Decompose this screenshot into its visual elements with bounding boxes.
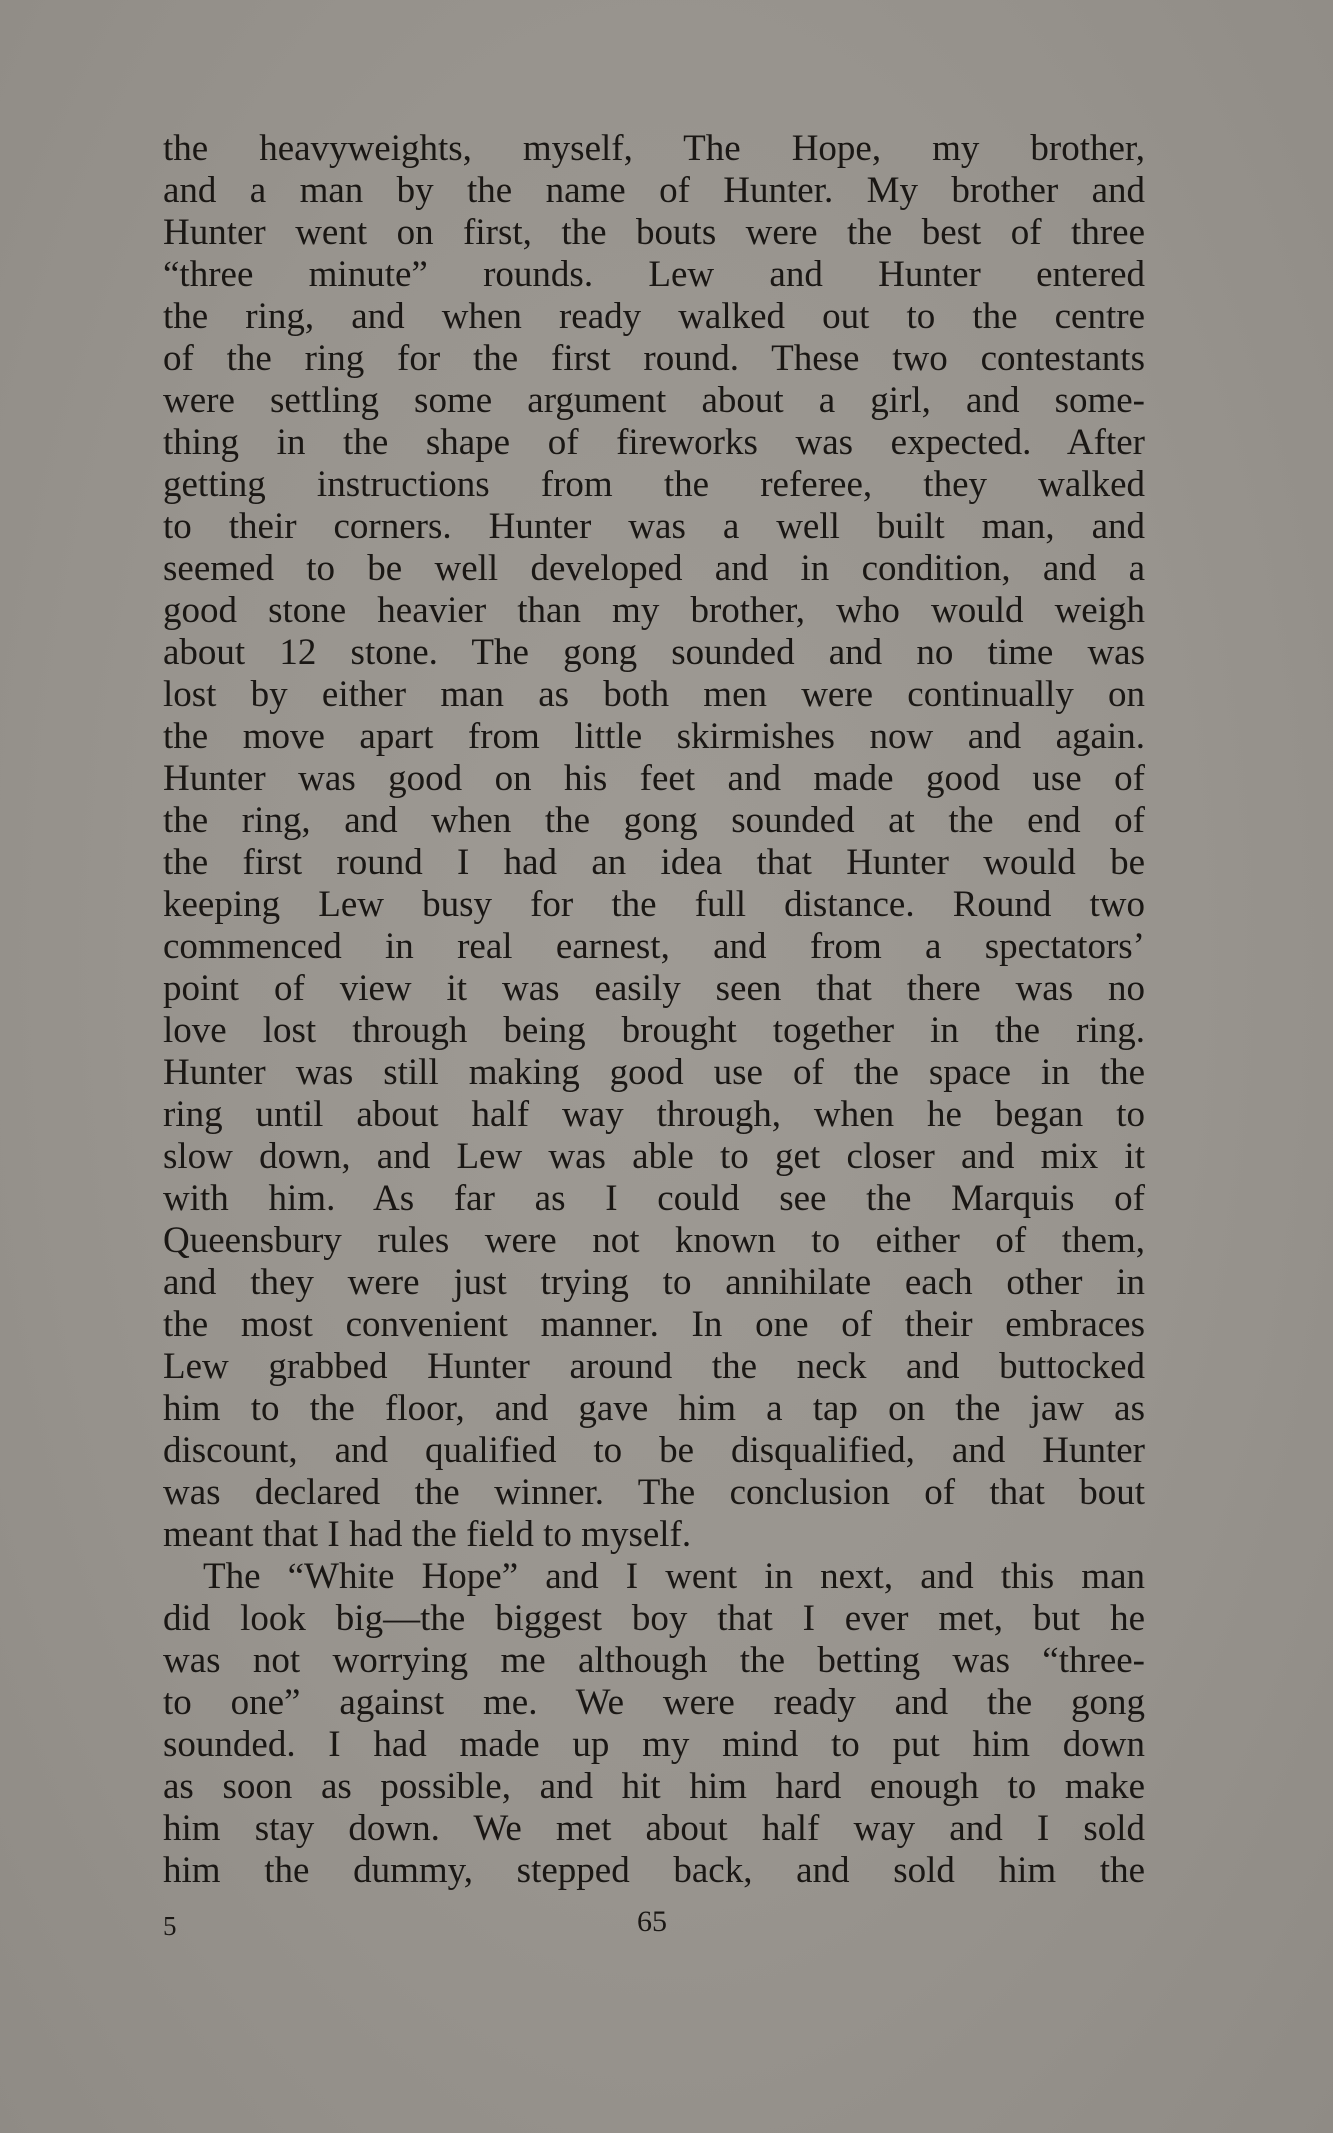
body-text — [163, 128, 1145, 1892]
text-line: keeping Lew busy for the full distance. Round two — [163, 884, 1145, 925]
text-line: Queensbury rules were not known to either of them, — [163, 1220, 1145, 1261]
text-line: Hunter went on first, the bouts were the best of three — [163, 212, 1145, 253]
text-line: was not worrying me although the betting was “three- — [163, 1640, 1145, 1681]
text-line: the ring, and when the gong sounded at the end of — [163, 800, 1145, 841]
text-line: lost by either man as both men were continually on — [163, 674, 1145, 715]
text-line: the most convenient manner. In one of their embraces — [163, 1304, 1145, 1345]
text-line: discount, and qualified to be disqualified, and Hunter — [163, 1430, 1145, 1471]
text-line: him to the floor, and gave him a tap on the jaw as — [163, 1388, 1145, 1429]
text-line: with him. As far as I could see the Marquis of — [163, 1178, 1145, 1219]
text-line: him stay down. We met about half way and I sold — [163, 1808, 1145, 1849]
text-line: sounded. I had made up my mind to put him down — [163, 1724, 1145, 1765]
text-line: getting instructions from the referee, they walked — [163, 464, 1145, 505]
signature-mark: 5 — [163, 1911, 177, 1941]
text-line: seemed to be well developed and in condition, and a — [163, 548, 1145, 589]
text-line: Lew grabbed Hunter around the neck and buttocked — [163, 1346, 1145, 1387]
text-line: him the dummy, stepped back, and sold him the — [163, 1850, 1145, 1891]
text-line: and a man by the name of Hunter. My brother and — [163, 170, 1145, 211]
text-line: did look big—the biggest boy that I ever met, but he — [163, 1598, 1145, 1639]
text-line: as soon as possible, and hit him hard enough to make — [163, 1766, 1145, 1807]
text-line: about 12 stone. The gong sounded and no time was — [163, 632, 1145, 673]
text-line: was declared the winner. The conclusion of that bout — [163, 1472, 1145, 1513]
text-line: slow down, and Lew was able to get closer and mix it — [163, 1136, 1145, 1177]
text-line: and they were just trying to annihilate each other in — [163, 1262, 1145, 1303]
text-line: thing in the shape of fireworks was expected. After — [163, 422, 1145, 463]
text-line: to their corners. Hunter was a well built man, and — [163, 506, 1145, 547]
paragraph-end-line: meant that I had the field to myself. — [163, 1514, 692, 1555]
text-line: commenced in real earnest, and from a spectators’ — [163, 926, 1145, 967]
page-number: 65 — [637, 1905, 667, 1938]
text-line: of the ring for the first round. These two contestants — [163, 338, 1145, 379]
text-line: the first round I had an idea that Hunter would be — [163, 842, 1145, 883]
text-line: to one” against me. We were ready and the gong — [163, 1682, 1145, 1723]
text-line: the move apart from little skirmishes now and again. — [163, 716, 1145, 757]
text-line: good stone heavier than my brother, who would weigh — [163, 590, 1145, 631]
text-line: Hunter was still making good use of the space in the — [163, 1052, 1145, 1093]
page-footer — [0, 1905, 1333, 1945]
text-line: the heavyweights, myself, The Hope, my brother, — [163, 128, 1145, 169]
text-line: point of view it was easily seen that there was no — [163, 968, 1145, 1009]
text-line: love lost through being brought together in the ring. — [163, 1010, 1145, 1051]
paragraph-start-line: The “White Hope” and I went in next, and this man — [203, 1556, 1145, 1597]
text-line: “three minute” rounds. Lew and Hunter entered — [163, 254, 1145, 295]
text-line: were settling some argument about a girl, and some- — [163, 380, 1145, 421]
text-line: Hunter was good on his feet and made good use of — [163, 758, 1145, 799]
text-line: ring until about half way through, when he began to — [163, 1094, 1145, 1135]
text-line: the ring, and when ready walked out to the centre — [163, 296, 1145, 337]
